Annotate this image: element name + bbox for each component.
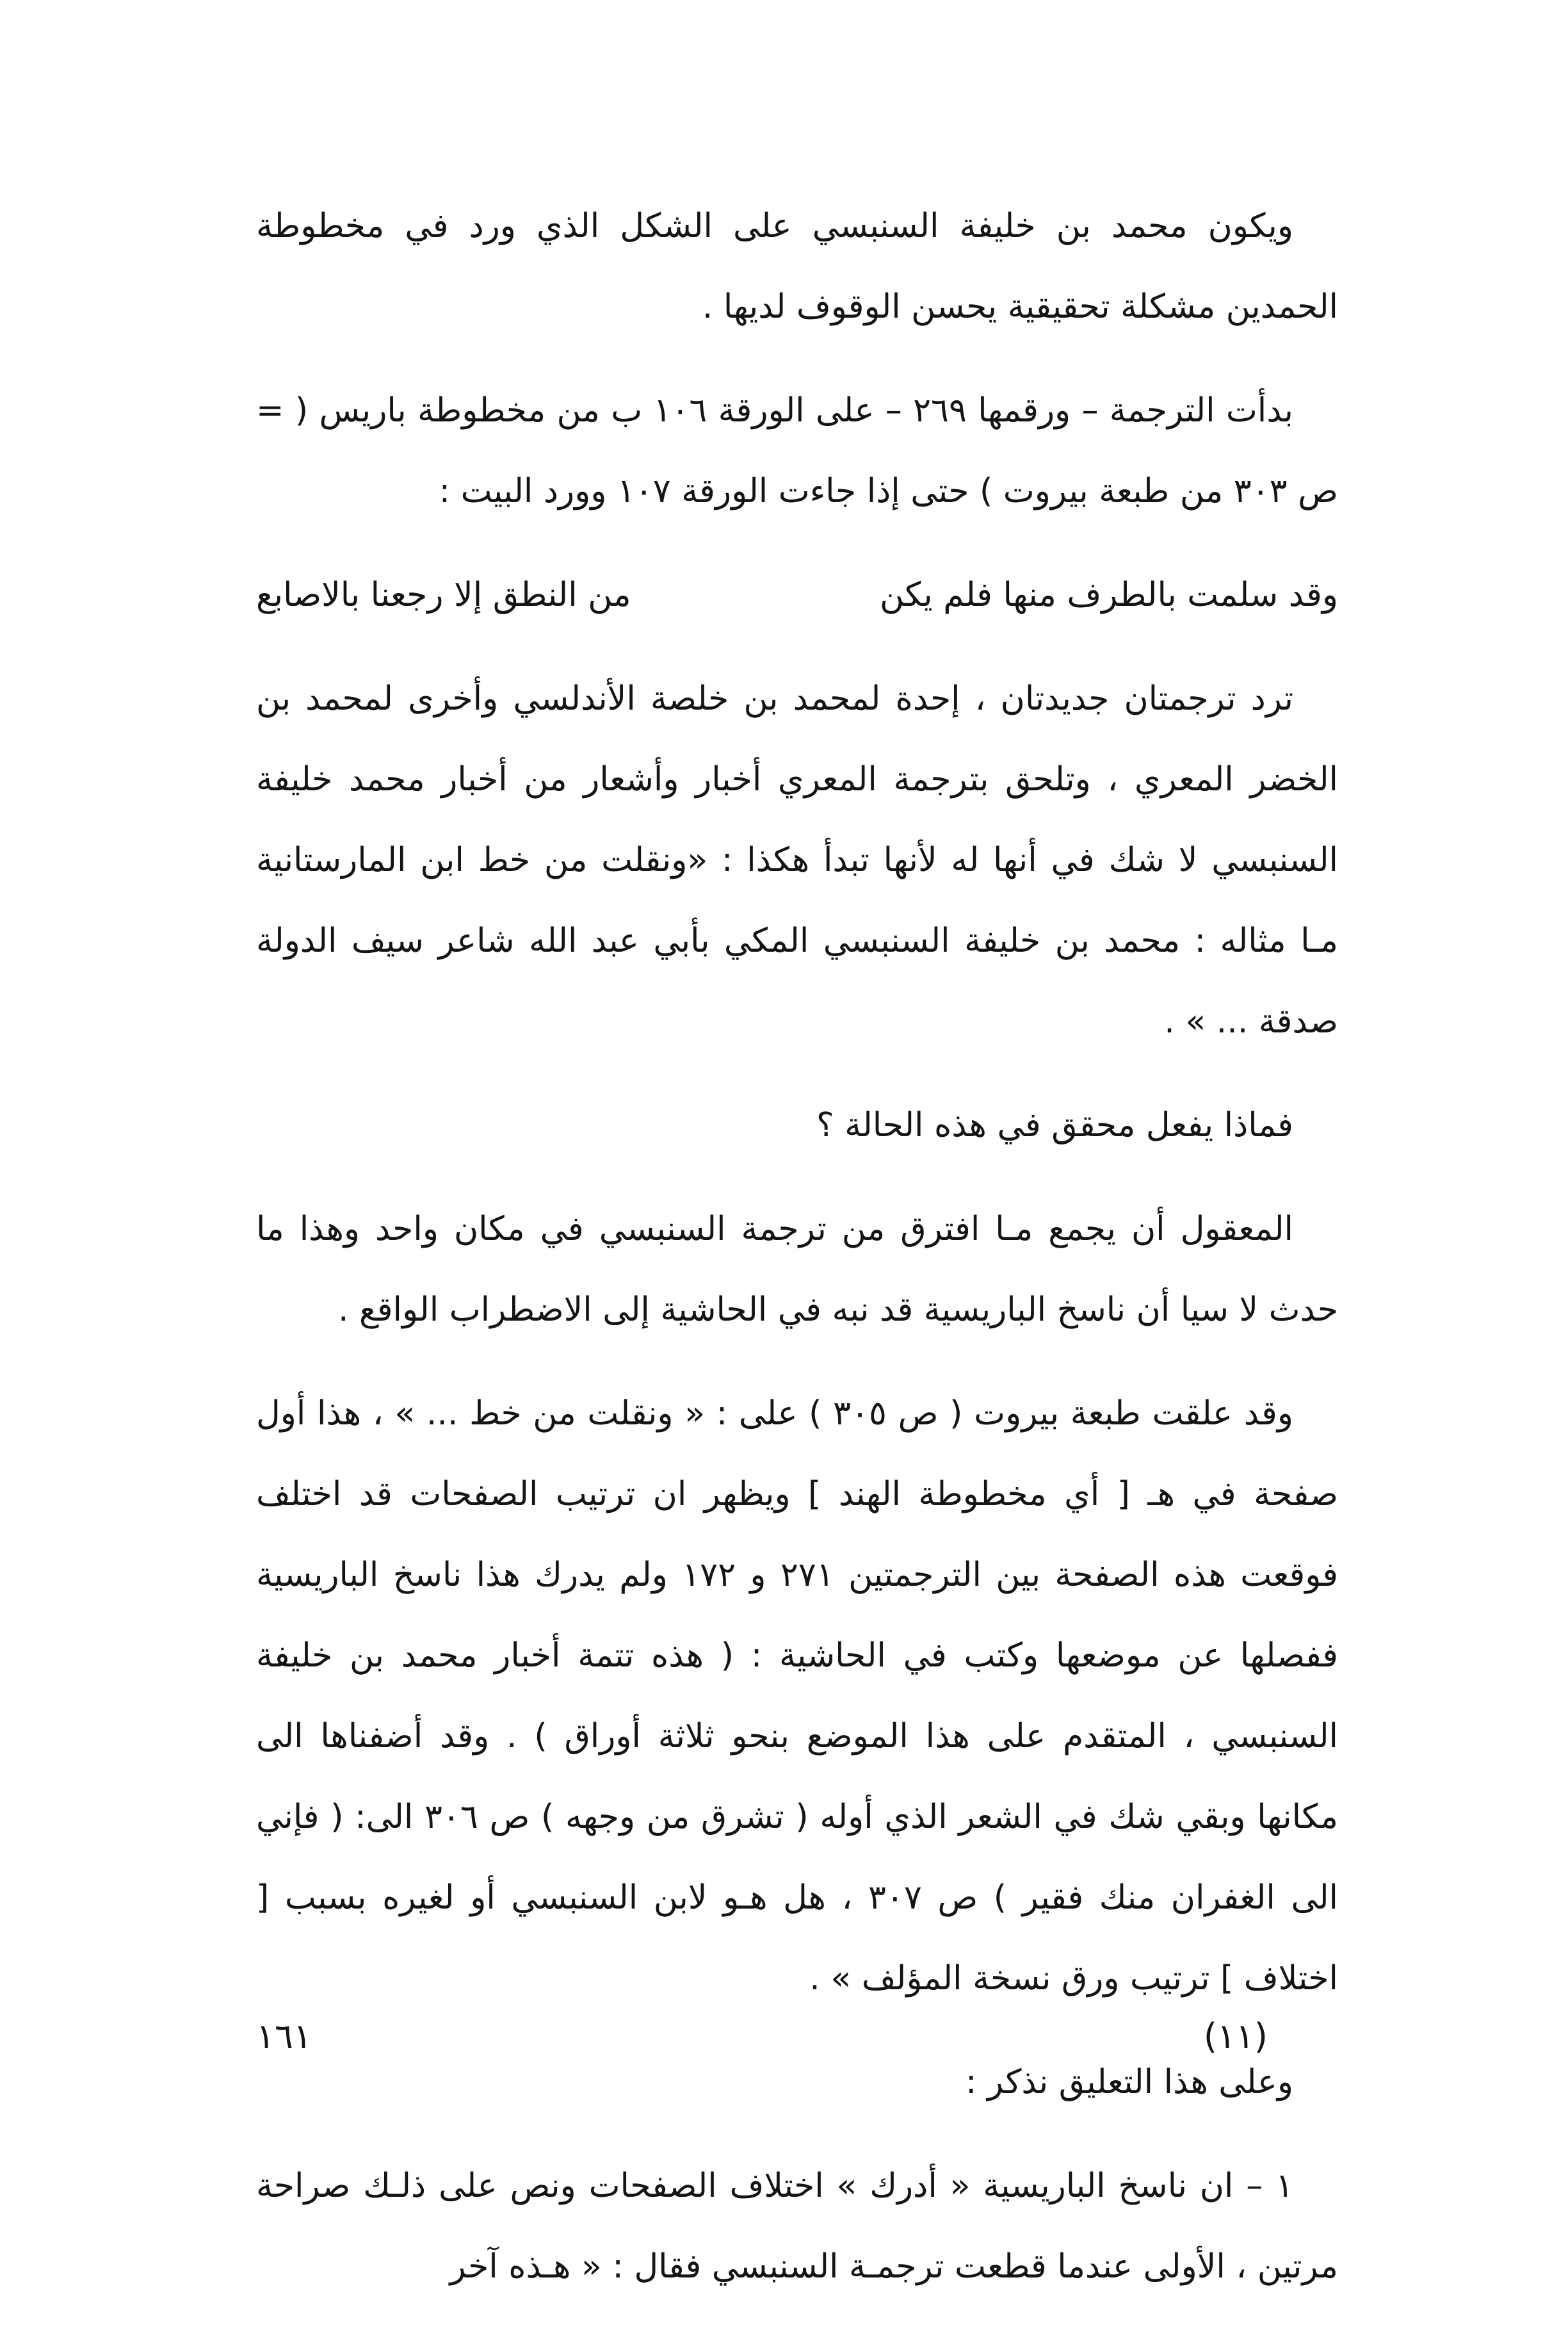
page-footer — [256, 2008, 1338, 2065]
paragraph-1: ويكون محمد بن خليفة السنبسي على الشكل الذي ورد في مخطوطة الحمدين مشكلة تحقيقية يحسن الوقوف لديها . — [256, 207, 1338, 326]
paragraph-6: وقد علقت طبعة بيروت ( ص ٣٠٥ ) على : « ونقلت من خط ... » ، هذا أول صفحة في هـ [ أي مخطوطة الهند ] ويظهر ان ترتيب الصفحات قد اختلف فوقعت هذه الصفحة بين الترجمتين ٢٧١ و ١٧٢ ولم يدرك هذا ناسخ الباريسية ففصلها عن موضعها وكتب في الحاشية : ( هذه تتمة أخبار محمد بن خليفة السنبسي ، المتقدم على هذا الموضع بنحو ثلاثة أوراق ) . وقد أضفناها الى مكانها وبقي شك في الشعر الذي أوله ( تشرق من وجهه ) ص ٣٠٦ الى: ( فإني الى الغفران منك فقير ) ص ٣٠٧ ، هل هـو لابن السنبسي أو لغيره بسبب [ اختلاف ] ترتيب ورق نسخة المؤلف » . — [256, 1394, 1339, 1998]
verse-second-hemistich: من النطق إلا رجعنا بالاصابع — [256, 576, 631, 614]
signature-mark: (١١) — [1203, 2016, 1268, 2057]
paragraph-4: فماذا يفعل محقق في هذه الحالة ؟ — [816, 1106, 1293, 1145]
body-text — [256, 186, 1338, 2307]
paragraph-2: بدأت الترجمة – ورقمها ٢٦٩ – على الورقة ١٠٦ ب من مخطوطة باريس ( = ص ٣٠٣ من طبعة بيروت ) حتى إذا جاءت الورقة ١٠٧ وورد البيت : — [256, 391, 1338, 510]
paragraph-5: المعقول أن يجمع مـا افترق من ترجمة السنبسي في مكان واحد وهذا ما حدث لا سيا أن ناسخ الباريسية قد نبه في الحاشية إلى الاضطراب الواقع . — [256, 1210, 1338, 1329]
paragraph-3: ترد ترجمتان جديدتان ، إحدة لمحمد بن خلصة الأندلسي وأخرى لمحمد بن الخضر المعري ، وتلحق بترجمة المعري أخبار وأشعار من أخبار محمد خليفة السنبسي لا شك في أنها له لأنها تبدأ هكذا : «ونقلت من خط ابن المارستانية مـا مثاله : محمد بن خليفة السنبسي المكي بأبي عبد الله شاعر سيف الدولة صدقة ... » . — [256, 680, 1338, 1041]
paragraph-7: وعلى هذا التعليق نذكر : — [965, 2063, 1293, 2101]
list-item-1: ١ – ان ناسخ الباريسية « أدرك » اختلاف الصفحات ونص على ذلـك صراحة مرتين ، الأولى عندما قطعت ترجمـة السنبسي فقال : « هـذه آخر — [256, 2167, 1338, 2286]
page-number: ١٦١ — [256, 2016, 312, 2057]
verse-first-hemistich: وقد سلمت بالطرف منها فلم يكن — [879, 576, 1338, 614]
poem-verse — [256, 555, 1338, 635]
